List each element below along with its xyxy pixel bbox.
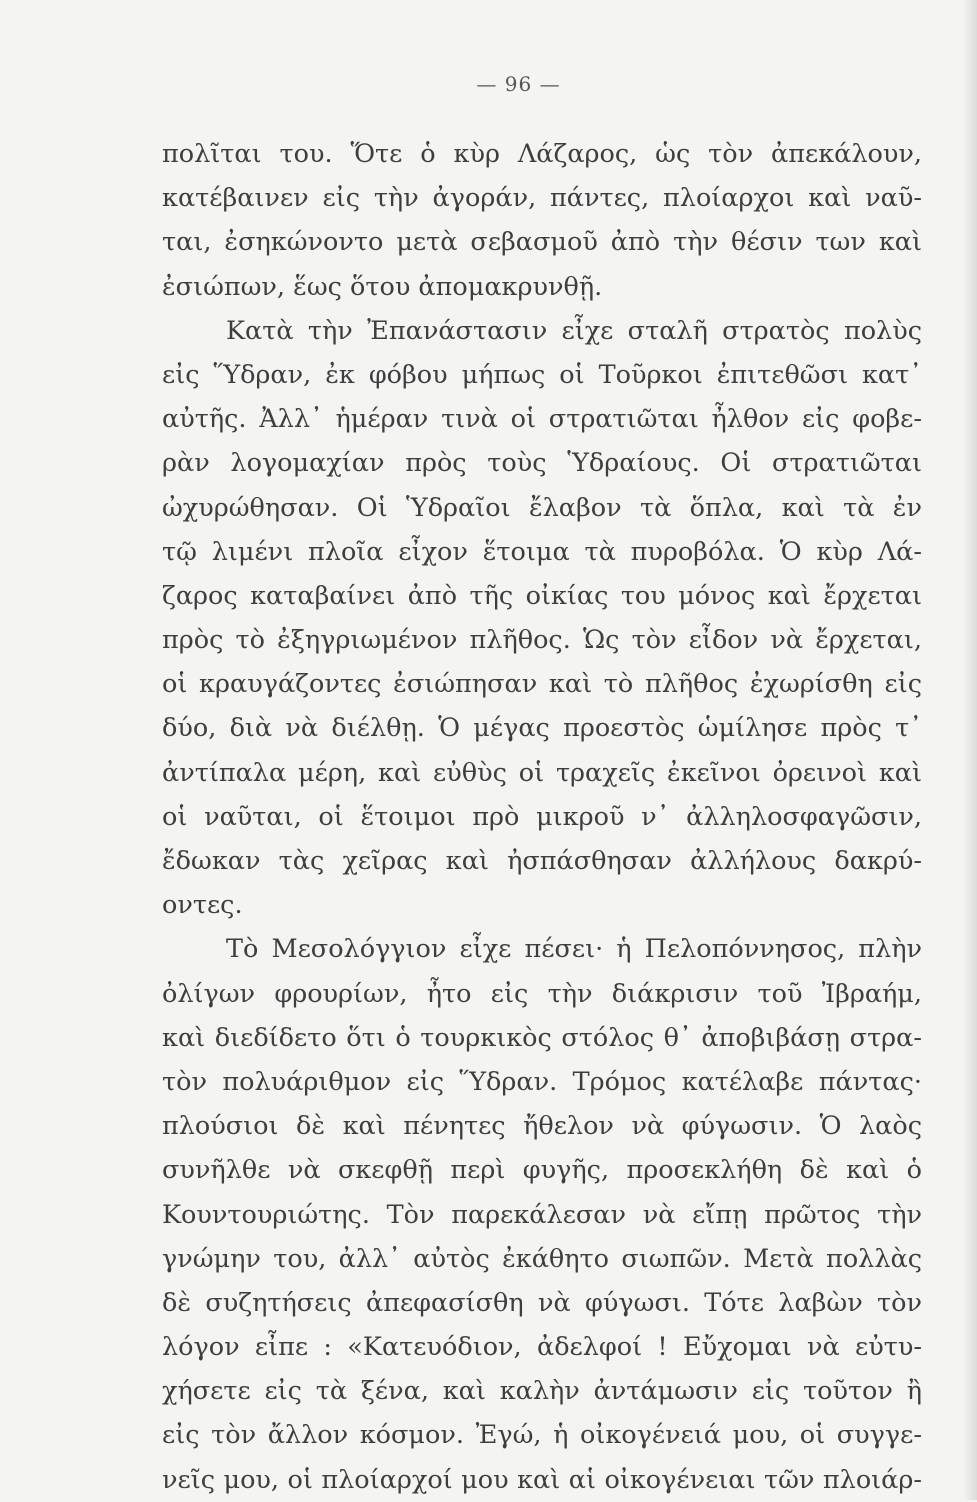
- text-line: Κατὰ τὴν Ἐπανάστασιν εἶχε σταλῆ στρατὸς πολὺς: [226, 315, 922, 346]
- text-line: ἔδωκαν τὰς χεῖρας καὶ ἠσπάσθησαν ἀλλήλους δακρύ-: [162, 846, 922, 876]
- text-line: πολῖται του. Ὅτε ὁ κὺρ Λάζαρος, ὡς τὸν ἀπεκάλουν,: [162, 139, 922, 169]
- text-line: δύο, διὰ νὰ διέλθῃ. Ὁ μέγας προεστὸς ὡμίλησε πρὸς τ᾽: [162, 713, 922, 744]
- text-line: δὲ συζητήσεις ἀπεφασίσθη νὰ φύγωσι. Τότε λαβὼν τὸν: [162, 1287, 922, 1318]
- text-line: γνώμην του, ἀλλ᾽ αὐτὸς ἐκάθητο σιωπῶν. Μετὰ πολλὰς: [162, 1243, 922, 1274]
- page-edge-shadow: [963, 0, 977, 1500]
- text-line: αὐτῆς. Ἀλλ᾽ ἡμέραν τινὰ οἱ στρατιῶται ἦλθον εἰς φοβε-: [162, 404, 922, 435]
- page-number: — 96 —: [476, 72, 561, 96]
- text-line: τὸν πολυάριθμον εἰς Ὕδραν. Τρόμος κατέλαβε πάντας·: [162, 1066, 922, 1097]
- text-line: καὶ διεδίδετο ὅτι ὁ τουρκικὸς στόλος θ᾽ ἀποβιβάσῃ στρα-: [162, 1022, 922, 1053]
- text-line: λόγον εἶπε : «Κατευόδιον, ἀδελφοί ! Εὔχομαι νὰ εὐτυ-: [162, 1332, 922, 1363]
- text-line: ὀλίγων φρουρίων, ἦτο εἰς τὴν διάκρισιν τοῦ Ἰβραήμ,: [162, 978, 922, 1009]
- text-line: κατέβαινεν εἰς τὴν ἀγοράν, πάντες, πλοίαρχοι καὶ ναῦ-: [162, 183, 922, 214]
- text-line: χήσετε εἰς τὰ ξένα, καὶ καλὴν ἀντάμωσιν εἰς τοῦτον ἢ: [162, 1376, 922, 1407]
- text-line: οἱ κραυγάζοντες ἐσιώπησαν καὶ τὸ πλῆθος ἐχωρίσθη εἰς: [162, 669, 922, 700]
- body-text: [162, 132, 922, 1502]
- text-line: ρὰν λογομαχίαν πρὸς τοὺς Ὑδραίους. Οἱ στρατιῶται: [162, 448, 922, 479]
- text-line: οἱ ναῦται, οἱ ἕτοιμοι πρὸ μικροῦ ν᾽ ἀλληλοσφαγῶσιν,: [162, 801, 922, 832]
- text-line: Κουντουριώτης. Τὸν παρεκάλεσαν νὰ εἴπῃ πρῶτος τὴν: [162, 1199, 922, 1230]
- text-line: Τὸ Μεσολόγγιον εἶχε πέσει· ἡ Πελοπόννησος, πλὴν: [226, 934, 922, 965]
- text-line: ἀντίπαλα μέρη, καὶ εὐθὺς οἱ τραχεῖς ἐκεῖνοι ὀρεινοὶ καὶ: [162, 757, 922, 788]
- text-line: πλούσιοι δὲ καὶ πένητες ἤθελον νὰ φύγωσιν. Ὁ λαὸς: [162, 1111, 922, 1142]
- text-line: εἰς τὸν ἄλλον κόσμον. Ἐγώ, ἡ οἰκογένειά μου, οἱ συγγε-: [162, 1420, 922, 1451]
- text-line: τῷ λιμένι πλοῖα εἶχον ἕτοιμα τὰ πυροβόλα. Ὁ κὺρ Λά-: [162, 536, 922, 567]
- text-line: ὠχυρώθησαν. Οἱ Ὑδραῖοι ἔλαβον τὰ ὅπλα, καὶ τὰ ἐν: [162, 492, 922, 523]
- text-line: ζαρος καταβαίνει ἀπὸ τῆς οἰκίας του μόνος καὶ ἔρχεται: [162, 580, 922, 611]
- text-line: ἐσιώπων, ἕως ὅτου ἀπομακρυνθῇ.: [162, 271, 603, 302]
- text-line: νεῖς μου, οἱ πλοίαρχοί μου καὶ αἱ οἰκογένειαι τῶν πλοιάρ-: [162, 1464, 922, 1495]
- text-line: οντες.: [162, 890, 243, 921]
- text-line: συνῆλθε νὰ σκεφθῇ περὶ φυγῆς, προσεκλήθη δὲ καὶ ὁ: [162, 1155, 922, 1186]
- text-line: πρὸς τὸ ἐξηγριωμένον πλῆθος. Ὡς τὸν εἶδον νὰ ἔρχεται,: [162, 625, 922, 656]
- text-line: εἰς Ὕδραν, ἐκ φόβου μήπως οἱ Τοῦρκοι ἐπιτεθῶσι κατ᾽: [162, 359, 922, 390]
- text-line: ται, ἐσηκώνοντο μετὰ σεβασμοῦ ἀπὸ τὴν θέσιν των καὶ: [162, 227, 922, 258]
